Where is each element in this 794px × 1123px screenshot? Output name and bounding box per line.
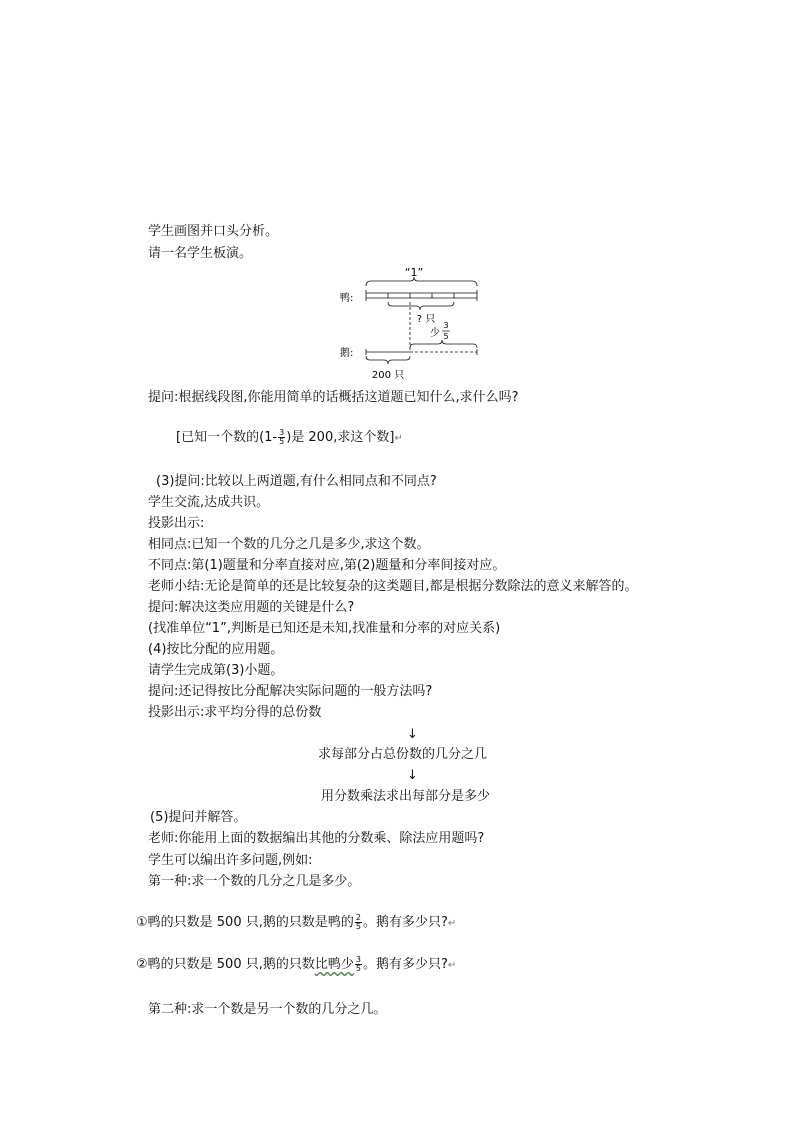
text-line: 提问:根据线段图,你能用简单的话概括这道题已知什么,求什么吗? [148, 390, 519, 405]
text-line: 不同点:第(1)题量和分率直接对应,第(2)题量和分率间接对应。 [148, 558, 506, 573]
formula-pre: [已知一个数的(1- [176, 430, 278, 445]
question-text: 。鹅有多少只? [362, 957, 448, 972]
text-line: 第一种:求一个数的几分之几是多少。 [148, 874, 361, 889]
text-line: 提问:解决这类应用题的关键是什么? [148, 600, 355, 615]
text-line: 学生交流,达成共识。 [148, 495, 270, 510]
question-one [136, 914, 456, 933]
question-text: ①鸭的只数是 500 只,鹅的只数是鸭的 [136, 915, 354, 930]
text-line: 老师:你能用上面的数据编出其他的分数乘、除法应用题吗? [148, 831, 485, 846]
less-brace [410, 340, 477, 348]
fraction-denominator: 5 [355, 922, 361, 931]
fraction-denominator: 5 [279, 437, 285, 446]
text-line: 相同点:已知一个数的几分之几是多少,求这个数。 [148, 537, 430, 552]
text-line: 第二种:求一个数是另一个数的几分之几。 [148, 1002, 387, 1017]
goose-count-label: 200 只 [371, 370, 405, 381]
fraction-denominator: 5 [355, 964, 361, 973]
text-line: (找准单位“1”,判断是已知还是未知,找准量和分率的对应关系) [148, 621, 501, 636]
return-mark: ↵ [447, 918, 457, 929]
formula-line [176, 429, 403, 448]
fraction-numerator: 2 [355, 913, 361, 922]
unit-one-label: “1” [404, 266, 424, 279]
return-mark: ↵ [447, 960, 457, 971]
text-line: 学生可以编出许多问题,例如: [148, 853, 313, 868]
text-line: 投影出示: [148, 516, 205, 531]
question-two [136, 956, 456, 975]
fraction-numerator: 3 [279, 428, 285, 437]
text-line: 请学生完成第(3)小题。 [148, 663, 284, 678]
text-line: (4)按比分配的应用题。 [148, 642, 284, 657]
flow-step: 用分数乘法求出每部分是多少 [321, 789, 491, 804]
text-line: 请一名学生板演。 [148, 246, 253, 261]
goose-brace [366, 356, 410, 364]
goose-label: 鹅: [340, 348, 354, 359]
line-segment-diagram [330, 262, 490, 384]
lower-brace [388, 302, 454, 310]
less-fraction-den: 5 [443, 332, 449, 341]
unknown-count-label: ? 只 [416, 314, 436, 325]
flow-arrow: ↓ [407, 727, 418, 742]
fraction [355, 914, 362, 931]
text-line: 学生画图并口头分析。 [148, 224, 279, 239]
question-text: ②鸭的只数是 500 只,鹅的只数 [136, 957, 315, 972]
flow-step: 求每部分占总份数的几分之几 [318, 747, 488, 762]
less-label: 少 [430, 328, 440, 339]
less-fraction-num: 3 [443, 321, 449, 330]
flow-arrow: ↓ [407, 768, 418, 783]
fraction [355, 956, 362, 973]
text-line: 投影出示:求平均分得的总份数 [148, 705, 322, 720]
text-line: (3)提问:比较以上两道题,有什么相同点和不同点? [156, 474, 437, 489]
fraction [278, 429, 285, 446]
return-mark: ↵ [394, 433, 403, 444]
question-text: 。鹅有多少只? [362, 915, 448, 930]
wavy-underlined-text: 比鸭少 [314, 957, 354, 972]
text-line: 老师小结:无论是简单的还是比较复杂的这类题目,都是根据分数除法的意义来解答的。 [148, 579, 638, 594]
fraction-numerator: 3 [355, 955, 361, 964]
text-line: (5)提问并解答。 [150, 810, 247, 825]
duck-label: 鸭: [340, 293, 354, 304]
formula-post: )是 200,求这个数] [286, 430, 395, 445]
text-line: 提问:还记得按比分配解决实际问题的一般方法吗? [148, 684, 433, 699]
